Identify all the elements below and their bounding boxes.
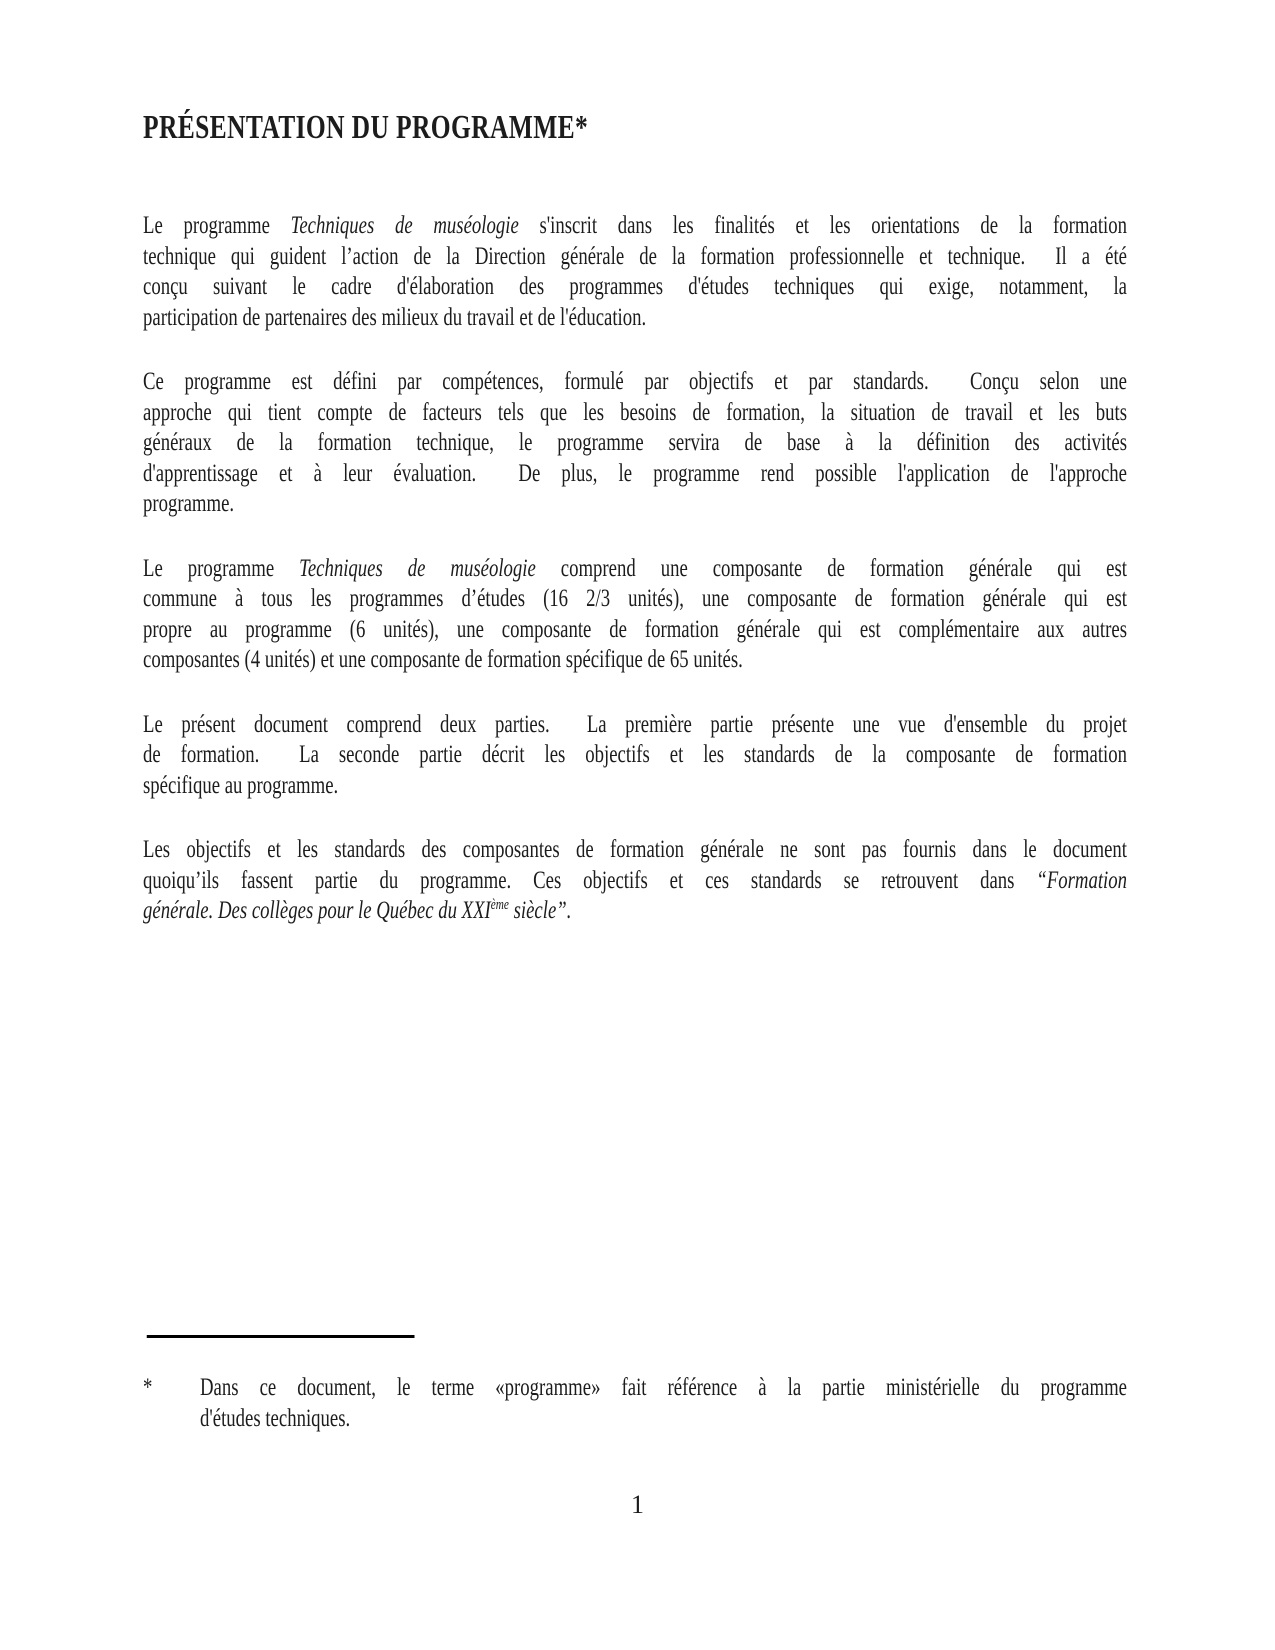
paragraph-line — [143, 645, 1127, 676]
text-segment: programme. — [143, 490, 235, 517]
text-segment: Les objectifs et les standards des composantes de formation générale ne sont pas fournis dans le document — [143, 836, 1127, 863]
text-segment: composantes (4 unités) et une composante de formation spécifique de 65 unités. — [143, 646, 743, 673]
text-segment: quoiqu’ils fassent partie du programme. Ces objectifs et ces standards se retrouvent dans — [143, 866, 1037, 894]
text-segment: siècle”. — [508, 897, 572, 924]
paragraph-line — [143, 272, 1127, 303]
document-content — [143, 0, 1127, 1650]
text-segment: Techniques de muséologie — [299, 554, 536, 582]
text-segment: de formation. La seconde partie décrit les objectifs et les standards de la composante de formation — [143, 741, 1127, 768]
footnote-marker: * — [143, 1374, 153, 1401]
paragraph — [143, 835, 1127, 930]
text-segment: Dans ce document, le terme «programme» fait référence à la partie ministérielle du programme — [200, 1374, 1127, 1401]
page-number: 1 — [631, 1490, 644, 1519]
paragraph-line — [143, 866, 1127, 897]
text-segment: Ce programme est défini par compétences, formulé par objectifs et par standards. Conçu selon une — [143, 368, 1127, 395]
paragraph-line — [143, 367, 1127, 398]
text-segment: technique qui guident l’action de la Direction générale de la formation professionnelle et technique. Il a été — [143, 242, 1127, 270]
paragraph-line — [143, 211, 1127, 242]
paragraph-line — [200, 1373, 1127, 1404]
text-segment: approche qui tient compte de facteurs tels que les besoins de formation, la situation de travail et les buts — [143, 398, 1127, 426]
paragraph — [143, 554, 1127, 676]
footnote-text — [200, 1373, 1127, 1434]
paragraph — [143, 367, 1127, 520]
paragraph-line — [143, 771, 1127, 802]
paragraph-line — [143, 584, 1127, 615]
text-segment: participation de partenaires des milieux du travail et de l'éducation. — [143, 303, 647, 331]
text-segment: s'inscrit dans les finalités et les orientations de la formation — [518, 212, 1127, 239]
text-segment: spécifique au programme. — [143, 771, 339, 799]
paragraph-line — [143, 242, 1127, 273]
footnote-divider — [147, 1335, 415, 1338]
page-title: PRÉSENTATION DU PROGRAMME* — [143, 109, 589, 146]
text-segment: ème — [490, 897, 509, 913]
text-segment: Le programme — [143, 212, 291, 239]
paragraph-line — [143, 615, 1127, 646]
text-segment: Techniques de muséologie — [290, 212, 519, 239]
paragraph-line — [143, 303, 1127, 334]
text-segment: conçu suivant le cadre d'élaboration des programmes d'études techniques qui exige, notamment, la — [143, 273, 1127, 300]
paragraph-line — [143, 710, 1127, 741]
paragraph-line — [143, 554, 1127, 585]
text-segment: d'apprentissage et à leur évaluation. De plus, le programme rend possible l'application de l'approche — [143, 459, 1127, 487]
footnote — [143, 1373, 1127, 1434]
text-segment: d'études techniques. — [200, 1404, 351, 1432]
text-segment: commune à tous les programmes d’études (16 2/3 unités), une composante de formation générale qui est — [143, 585, 1127, 612]
paragraph-line — [200, 1404, 1127, 1435]
text-segment: Le présent document comprend deux parties. La première partie présente une vue d'ensemble du projet — [143, 710, 1127, 738]
text-segment: généraux de la formation technique, le programme servira de base à la définition des activités — [143, 429, 1127, 456]
text-segment: “Formation — [1036, 866, 1127, 894]
text-segment: générale. Des collèges pour le Québec du XXI — [143, 897, 491, 924]
paragraph-line — [143, 896, 1127, 930]
paragraph-line — [143, 428, 1127, 459]
text-segment: Le programme — [143, 554, 300, 582]
paragraph-line — [143, 489, 1127, 520]
body-paragraphs — [143, 211, 1127, 930]
paragraph-line — [143, 459, 1127, 490]
paragraph-line — [143, 398, 1127, 429]
text-segment: propre au programme (6 unités), une composante de formation générale qui est complémentaire aux autres — [143, 615, 1127, 643]
paragraph — [143, 211, 1127, 333]
text-segment: comprend une composante de formation générale qui est — [535, 554, 1127, 582]
paragraph-line — [143, 835, 1127, 866]
paragraph-line — [143, 740, 1127, 771]
paragraph — [143, 710, 1127, 802]
